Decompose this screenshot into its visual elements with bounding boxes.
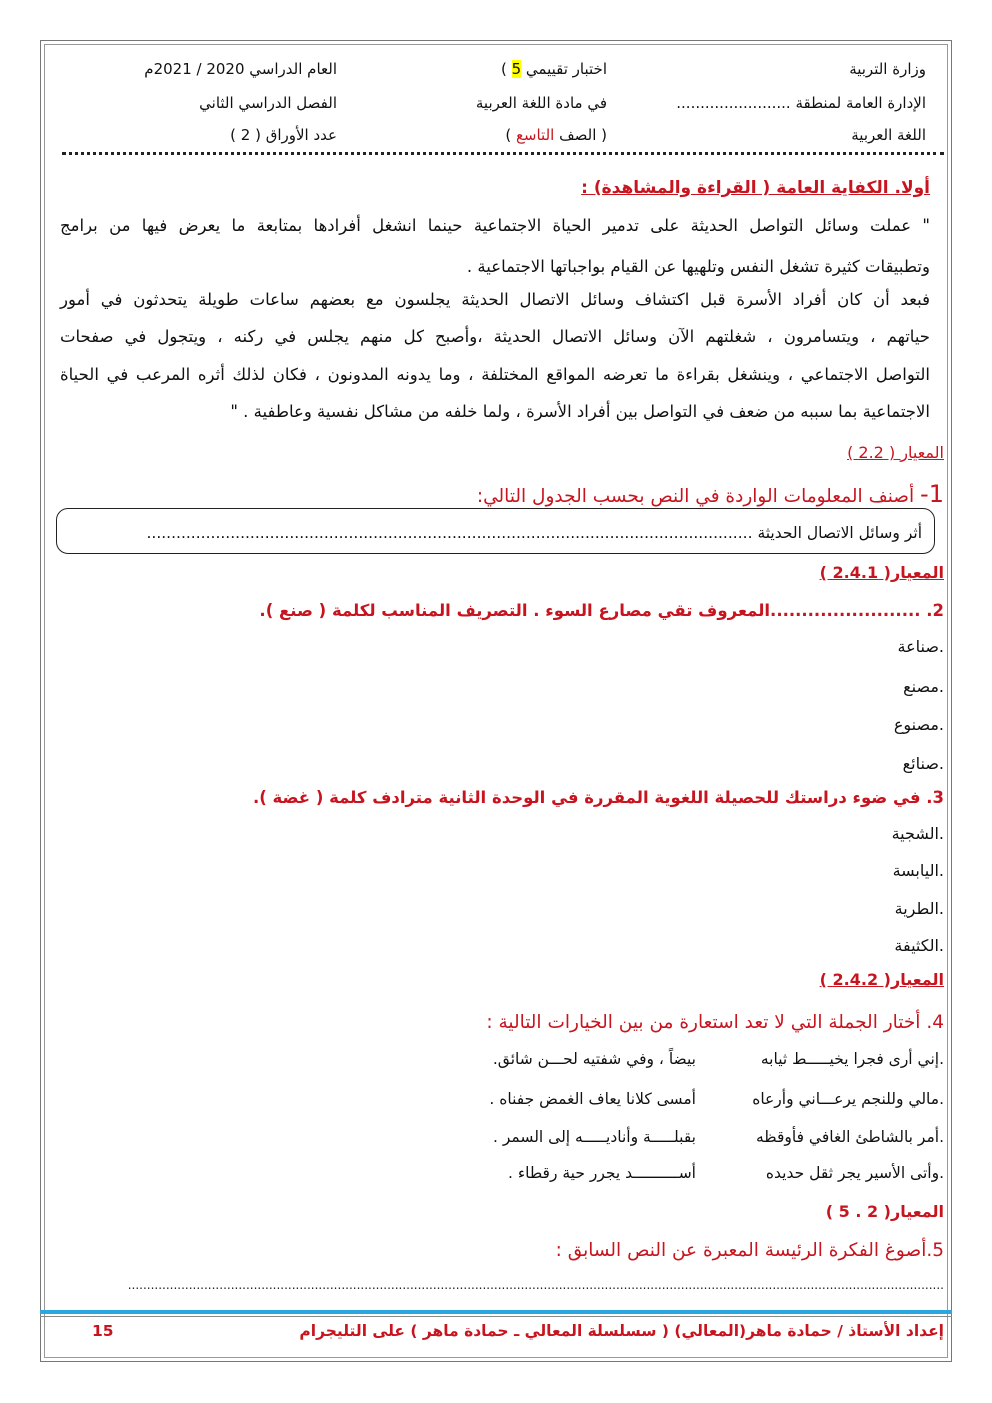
q3-option-4[interactable]: .الكثيفة	[894, 936, 944, 955]
passage-line-4: حياتهم ، ويتسامرون ، شغلتهم الآن وسائل الاتصال الحديثة ،وأصبح كل منهم يجلس في ركنه ، ويتجول في صفحات	[60, 327, 930, 346]
q4-option-1-first: .إني أرى فجرا يخيـــــط ثيابه	[760, 1050, 944, 1068]
q4-option-1[interactable]	[444, 1050, 944, 1072]
q4-option-3-second: بقبلـــــة وأناديـــــه إلى السمر .	[493, 1128, 696, 1146]
q1-number: 1-	[920, 480, 944, 508]
q3-option-2[interactable]: .اليابسة	[892, 861, 944, 880]
exam-title-pre: اختبار تقييمي	[521, 60, 607, 78]
q2-option-1[interactable]: .صناعة	[897, 637, 944, 656]
header-subject: اللغة العربية	[851, 126, 926, 144]
q4-option-1-second: بيضاً ، وفي شفتيه لحـــن شائق.	[492, 1050, 696, 1068]
q3-option-1[interactable]: .الشجية	[891, 824, 944, 843]
grade-value: التاسع	[515, 126, 555, 144]
exam-title-post: )	[500, 60, 512, 78]
q4-option-4-second: أســــــــــد يجرر حية رقطاء .	[507, 1164, 696, 1182]
q4-option-4[interactable]	[444, 1164, 944, 1186]
q1-box-label: أثر وسائل الاتصال الحديثة	[757, 524, 922, 542]
section-title: أولا. الكفاية العامة ( القراءة والمشاهدة) :	[581, 178, 930, 198]
page-frame-inner	[44, 44, 948, 1358]
header-exam-title	[501, 60, 607, 78]
question-2: 2. ........................المعروف تقي مصارع السوء . التصريف المناسب لكلمة ( صنع ).	[259, 601, 944, 620]
q5-answer-line[interactable]: ......................................................................................................................................................................................................................	[127, 1278, 944, 1292]
q4-option-3[interactable]	[444, 1128, 944, 1150]
q3-option-3[interactable]: .الطرية	[894, 899, 944, 918]
q4-option-2-first: .مالي وللنجم يرعـــاني وأرعاه	[752, 1090, 944, 1108]
question-3: 3. في ضوء دراستك للحصيلة اللغوية المقررة في الوحدة الثانية مترادف كلمة ( غضة ).	[252, 788, 944, 807]
footer-bar-line	[40, 1316, 952, 1317]
footer-bar	[40, 1310, 952, 1314]
header-term: الفصل الدراسي الثاني	[199, 94, 337, 112]
header-ministry: وزارة التربية	[849, 60, 926, 78]
q1-box-content	[146, 524, 922, 542]
footer-credit: إعداد الأستاذ / حمادة ماهر(المعالي) ( سسلسلة المعالي ـ حمادة ماهر ) على التليجرام	[299, 1322, 944, 1340]
criterion-3: المعيار( 2.4.2 )	[819, 970, 944, 989]
passage-line-2: وتطبيقات كثيرة تشغل النفس وتلهيها عن القيام بواجباتها الاجتماعية .	[466, 257, 930, 276]
q2-option-3[interactable]: .مصنوع	[893, 715, 944, 734]
question-5: 5.أصوغ الفكرة الرئيسة المعبرة عن النص السابق :	[555, 1240, 944, 1261]
header-grade	[505, 126, 607, 144]
grade-post: )	[505, 126, 516, 144]
page-number: 15	[92, 1322, 114, 1340]
q1-box-dots[interactable]: ...........................................................................................................................	[146, 524, 753, 542]
passage-line-1: " عملت وسائل التواصل الحديثة على تدمير الحياة الاجتماعية حينما انشغل أفرادها بمتابعة ما يعرض فيها من برامج	[60, 216, 930, 235]
passage-line-6: الاجتماعية بما سببه من ضعف في التواصل بين أفراد الأسرة ، ولما خلفه من مشاكل نفسية وعاطفية . "	[230, 402, 930, 421]
question-4: 4. أختار الجملة التي لا تعد استعارة من بين الخيارات التالية :	[486, 1012, 944, 1033]
criterion-2: المعيار( 2.4.1 )	[819, 563, 944, 582]
q4-option-2-second: أمسى كلانا يعاف الغمض جفناه .	[489, 1090, 696, 1108]
q4-option-3-first: .أمر بالشاطئ الغافي فأوقظه	[755, 1128, 944, 1146]
header-divider	[62, 152, 944, 159]
q1-text: أصنف المعلومات الواردة في النص بحسب الجدول التالي:	[476, 486, 921, 507]
question-1	[477, 480, 944, 508]
q2-option-4[interactable]: .صنائع	[902, 754, 944, 773]
q4-option-4-first: .وأتى الأسير يجر ثقل حديده	[765, 1164, 944, 1182]
header-exam-subject: في مادة اللغة العربية	[475, 94, 607, 112]
q2-option-2[interactable]: .مصنع	[903, 677, 944, 696]
exam-number: 5	[511, 60, 522, 78]
passage-line-3: فبعد أن كان أفراد الأسرة قبل اكتشاف وسائل الاتصال الحديثة يجلسون مع بعضهم ساعات طويلة يتحدثون في أمور	[60, 290, 930, 309]
criterion-4: المعيار( 2 . 5 )	[825, 1202, 944, 1221]
header-directorate: الإدارة العامة لمنطقة ........................	[676, 94, 926, 112]
passage-line-5: التواصل الاجتماعي ، وينشغل بقراءة ما تعرضه المواقع المختلفة ، وما يدونه المدونون ، فكان لذلك أثره المرعب في الحياة	[60, 365, 930, 384]
header-pages: عدد الأوراق ( 2 )	[230, 126, 337, 144]
q4-option-2[interactable]	[444, 1090, 944, 1112]
header-year: العام الدراسي 2020 / 2021م	[144, 60, 337, 78]
grade-pre: ( الصف	[554, 126, 607, 144]
criterion-1: المعيار ( 2.2 )	[847, 443, 944, 462]
